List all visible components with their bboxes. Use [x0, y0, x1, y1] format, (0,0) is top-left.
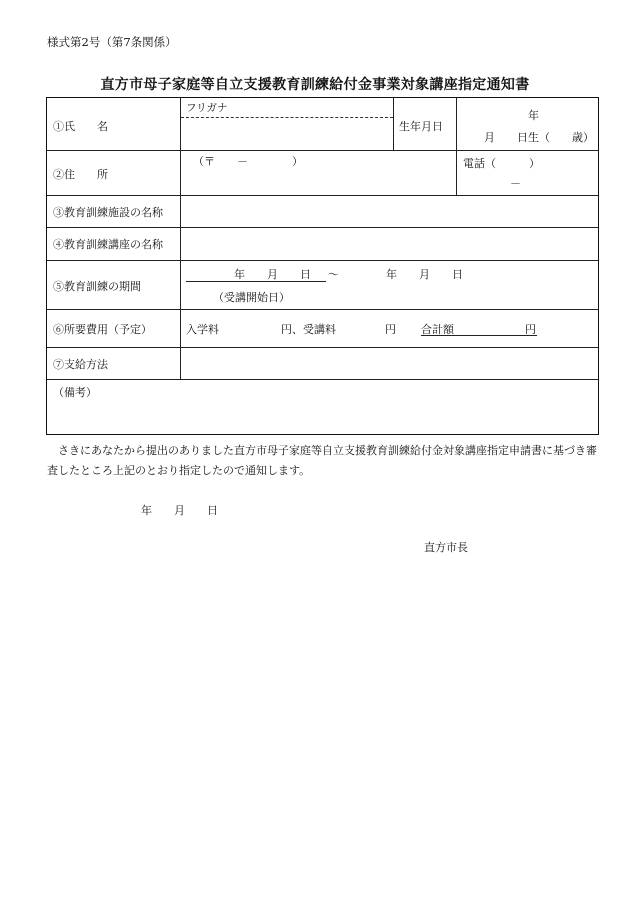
document-title: 直方市母子家庭等自立支援教育訓練給付金事業対象講座指定通知書	[100, 77, 530, 93]
start-date-note: （受講開始日）	[213, 291, 290, 304]
row-divider	[47, 195, 598, 196]
notification-form-table	[46, 97, 599, 435]
tuition-fee-label: 円、受講料	[281, 323, 336, 336]
row-divider	[47, 260, 598, 261]
row-divider	[47, 379, 598, 380]
label-column-divider	[180, 98, 181, 379]
total-amount-label: 合計額	[421, 323, 454, 336]
start-date-underline	[186, 281, 326, 282]
total-yen-label: 円	[525, 323, 536, 336]
total-amount-underline	[421, 335, 537, 336]
row-divider	[47, 309, 598, 310]
postal-code-label: （〒 － ）	[193, 155, 303, 168]
course-name-label: ④教育訓練講座の名称	[53, 238, 163, 251]
start-date-text: 年 月 日	[234, 268, 311, 281]
form-number-label: 様式第2号（第7条関係）	[47, 35, 177, 49]
required-cost-label: ⑥所要費用（予定）	[53, 323, 152, 336]
name-label: ①氏 名	[53, 120, 108, 133]
remarks-label: （備考）	[53, 386, 97, 399]
payment-method-label: ⑦支給方法	[53, 358, 108, 371]
issuer-signature: 直方市長	[424, 541, 468, 554]
row-divider	[47, 150, 598, 151]
birth-date-label: 生年月日	[399, 120, 443, 133]
issue-date: 年 月 日	[141, 504, 218, 517]
row-divider	[47, 347, 598, 348]
birth-year-label: 年	[528, 109, 539, 122]
facility-name-label: ③教育訓練施設の名称	[53, 206, 163, 219]
training-period-label: ⑤教育訓練の期間	[53, 280, 141, 293]
tuition-yen-label: 円	[385, 323, 396, 336]
phone-dash: －	[510, 177, 521, 190]
birth-value-divider	[456, 98, 457, 195]
end-date-text: 年 月 日	[386, 268, 463, 281]
phone-label: 電話（ ）	[463, 157, 540, 170]
notification-body-text: さきにあなたから提出のありました直方市母子家庭等自立支援教育訓練給付金対象講座指定申請書に基づき審査したところ上記のとおり指定したので通知します。	[47, 444, 597, 477]
address-label: ②住 所	[53, 168, 108, 181]
furigana-label: フリガナ	[186, 102, 228, 114]
birth-date-age-label: 月 日生（ 歳）	[484, 131, 594, 144]
period-tilde: ～	[328, 268, 339, 281]
birth-label-divider	[393, 98, 394, 150]
admission-fee-label: 入学料	[186, 323, 219, 336]
furigana-divider	[181, 117, 393, 118]
row-divider	[47, 227, 598, 228]
